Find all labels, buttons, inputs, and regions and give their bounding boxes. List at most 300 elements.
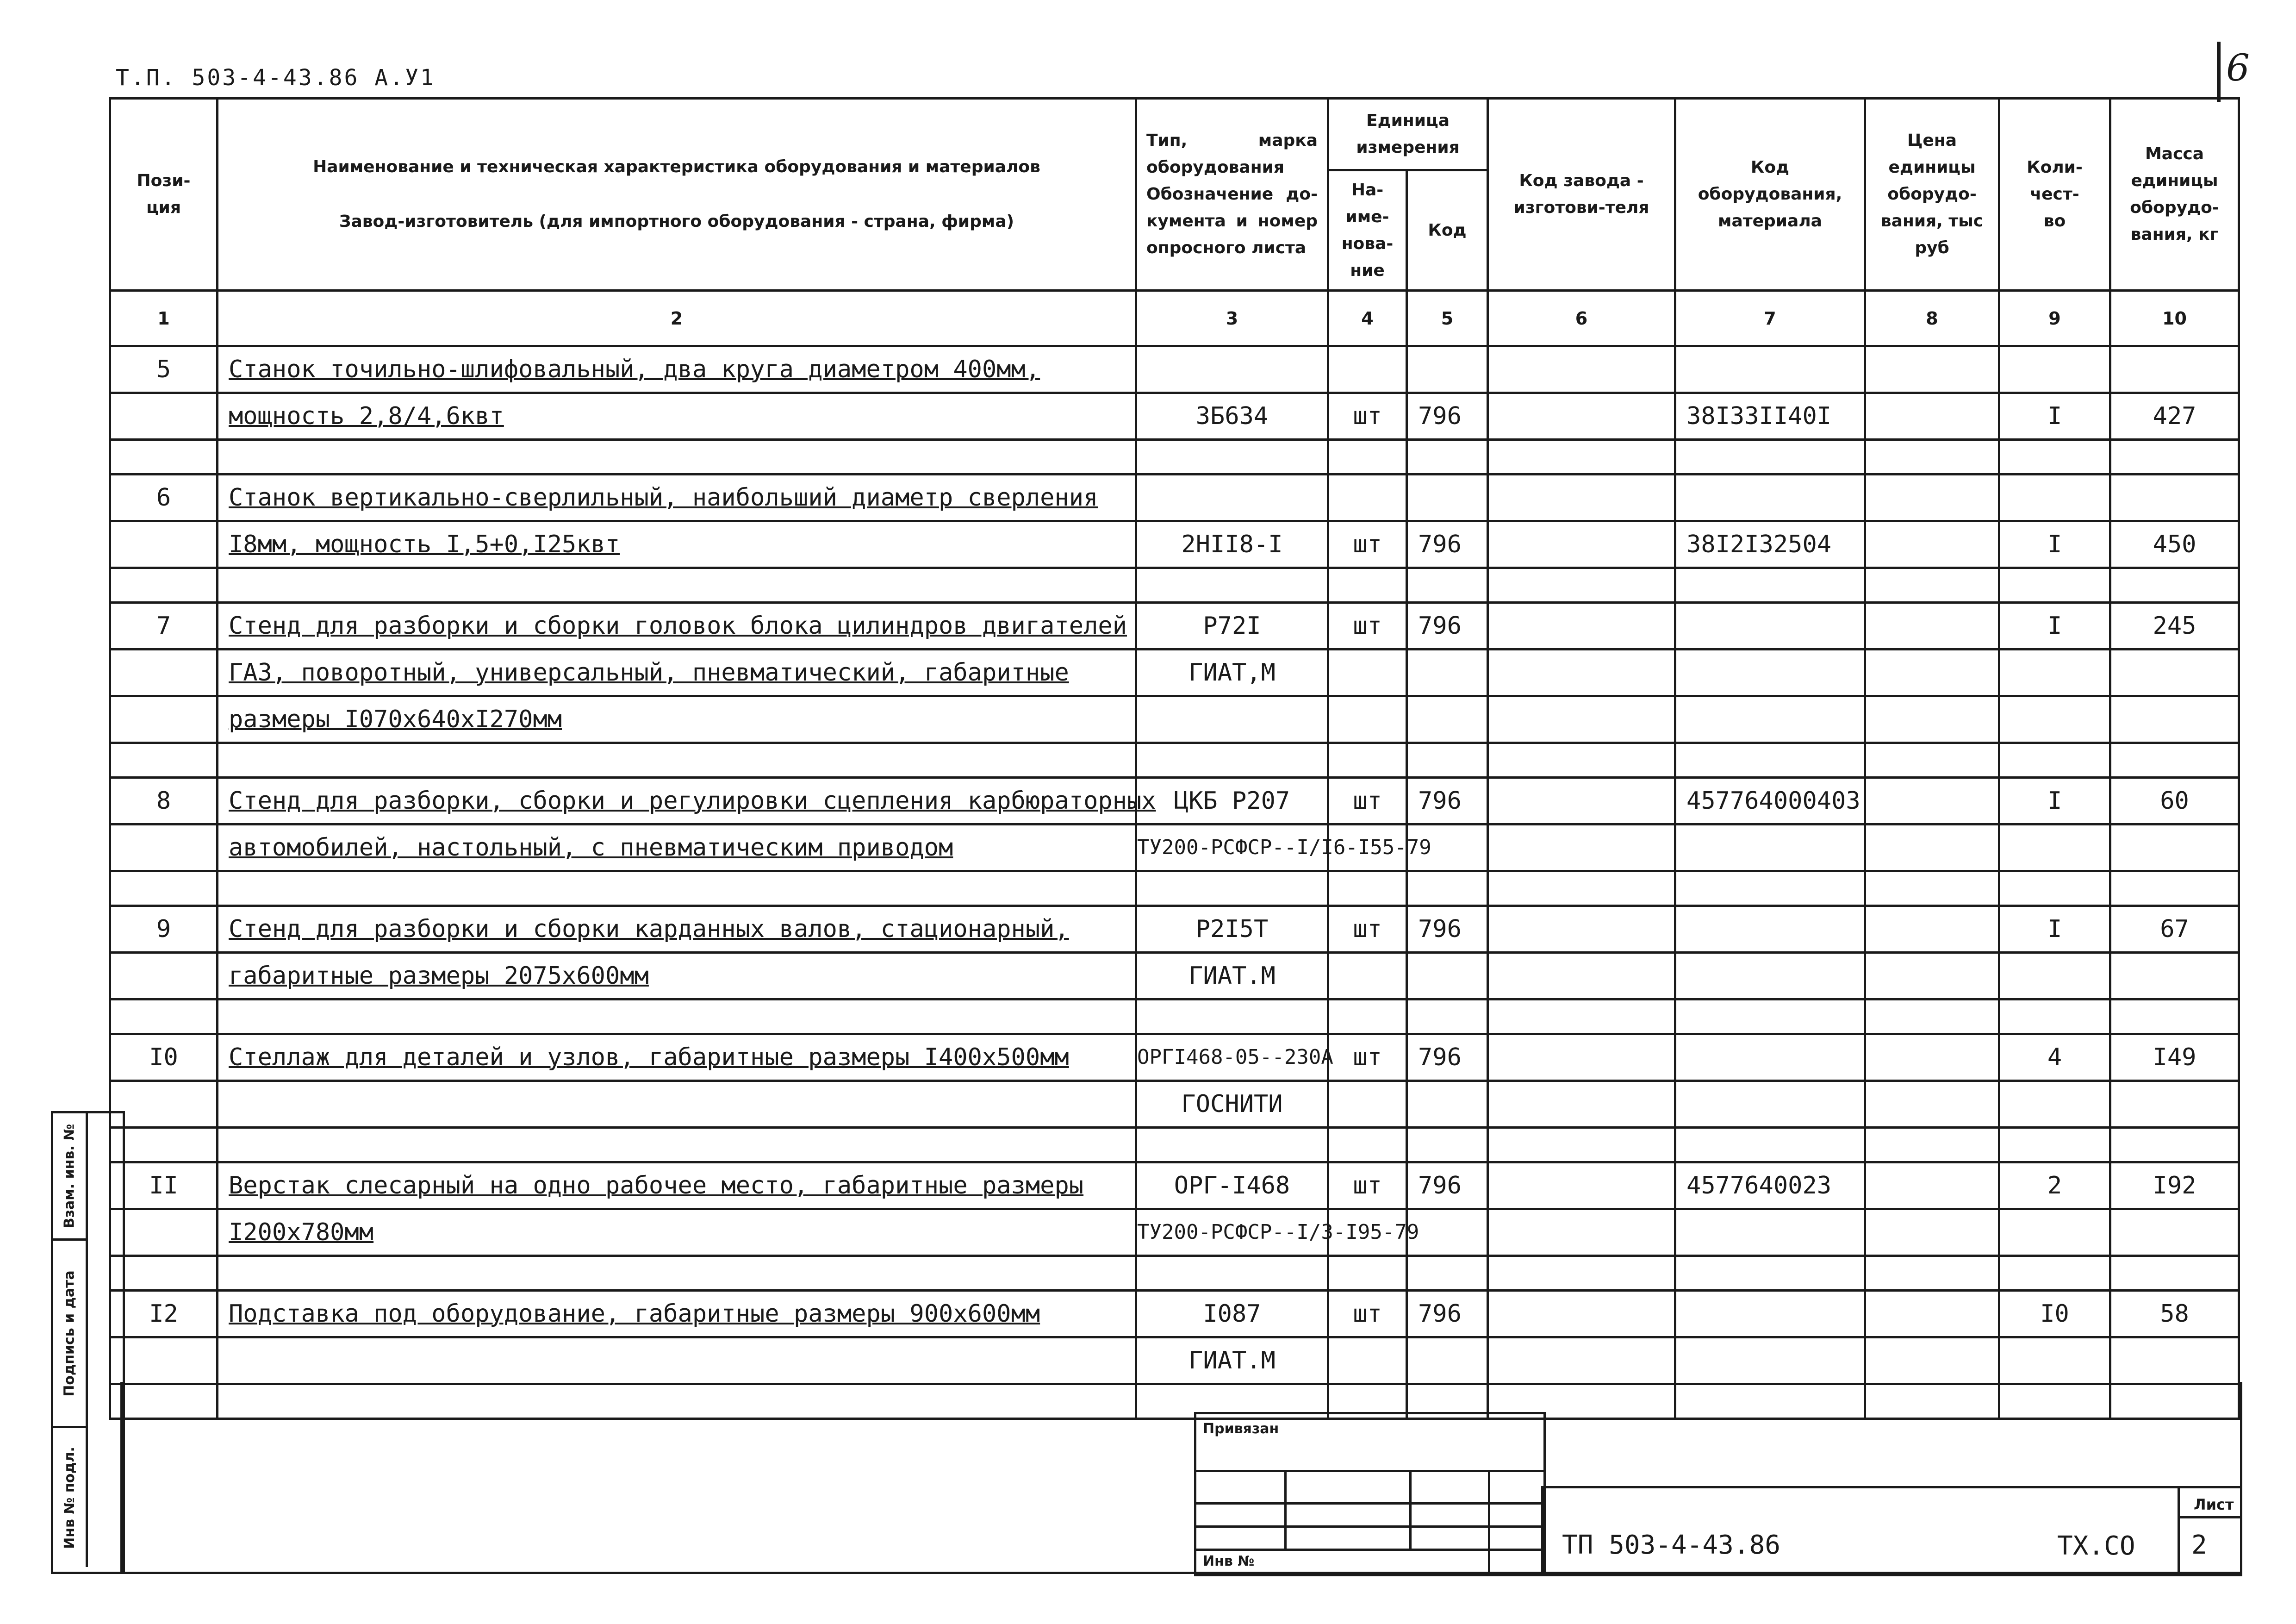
cell-price: [1865, 1291, 1999, 1337]
corner-divider: [2217, 42, 2221, 102]
cell-factory-code: [1488, 1081, 1675, 1128]
strip-cell-inventory: [53, 1428, 86, 1567]
header-name: Наименование и техническая характеристика оборудования и материалов Завод-изготовитель (для импортного оборудования - страна, фирма): [218, 99, 1136, 291]
spacer-cell: [1865, 871, 1999, 906]
cell-unit-code: [1407, 953, 1488, 999]
cell-price: [1865, 1034, 1999, 1081]
spacer-cell: [1407, 871, 1488, 906]
cell-mass: 245: [2110, 603, 2239, 650]
doc-code-top: Т.П. 503-4-43.86 А.У1: [116, 65, 436, 91]
spacer-cell: [1488, 1128, 1675, 1162]
cell-unit-code: [1407, 475, 1488, 521]
cell-mass: [2110, 1337, 2239, 1384]
cell-unit-code: [1407, 696, 1488, 743]
cell-equipment-code: 38I33II40I: [1675, 393, 1865, 440]
cell-position: [110, 1337, 218, 1384]
spacer-cell: [1328, 1256, 1407, 1291]
cell-name: Станок точильно-шлифовальный, два круга диаметром 400мм,: [218, 346, 1136, 393]
cell-factory-code: [1488, 824, 1675, 871]
header-unit-code: Код: [1407, 170, 1488, 291]
spacer-cell: [1407, 1128, 1488, 1162]
cell-type: ГИАТ.М: [1136, 953, 1328, 999]
cell-name: автомобилей, настольный, с пневматическим приводом: [218, 824, 1136, 871]
cell-mass: [2110, 1209, 2239, 1256]
spacer-cell: [2110, 999, 2239, 1034]
cell-price: [1865, 953, 1999, 999]
spacer-cell: [1407, 568, 1488, 603]
cell-position: [110, 521, 218, 568]
spacer-cell: [218, 568, 1136, 603]
title-block: [1541, 1486, 2242, 1576]
cell-factory-code: [1488, 696, 1675, 743]
cell-name: [218, 1337, 1136, 1384]
table-row: [110, 650, 2239, 696]
cell-unit-code: 796: [1407, 521, 1488, 568]
stamp-line: [1488, 1470, 1490, 1574]
cell-unit-name: шт: [1328, 1034, 1407, 1081]
spacer-cell: [1865, 1256, 1999, 1291]
col-number: 7: [1675, 291, 1865, 346]
cell-unit-code: [1407, 1081, 1488, 1128]
header-factory-code: Код завода - изготови-теля: [1488, 99, 1675, 291]
binding-strip: [51, 1111, 125, 1574]
cell-type: ГОСНИТИ: [1136, 1081, 1328, 1128]
table-row: [110, 393, 2239, 440]
stamp-line: [1196, 1549, 1543, 1551]
spacer-cell: [110, 1128, 218, 1162]
spacer-cell: [218, 743, 1136, 778]
cell-quantity: I: [1999, 521, 2110, 568]
cell-price: [1865, 393, 1999, 440]
cell-mass: I49: [2110, 1034, 2239, 1081]
cell-type: Р2I5Т: [1136, 906, 1328, 953]
spacer-cell: [110, 568, 218, 603]
cell-unit-code: 796: [1407, 906, 1488, 953]
cell-position: I2: [110, 1291, 218, 1337]
cell-quantity: I: [1999, 906, 2110, 953]
table-row: [110, 1209, 2239, 1256]
cell-position: [110, 393, 218, 440]
cell-quantity: 4: [1999, 1034, 2110, 1081]
spacer-cell: [218, 1256, 1136, 1291]
corner-mark: 6: [2226, 46, 2250, 89]
cell-name: габаритные размеры 2075x600мм: [218, 953, 1136, 999]
cell-price: [1865, 824, 1999, 871]
cell-position: 6: [110, 475, 218, 521]
cell-mass: 427: [2110, 393, 2239, 440]
cell-mass: [2110, 953, 2239, 999]
stamp-line: [1284, 1470, 1287, 1549]
cell-unit-code: 796: [1407, 393, 1488, 440]
cell-quantity: [1999, 475, 2110, 521]
cell-mass: 450: [2110, 521, 2239, 568]
spacer-cell: [1488, 440, 1675, 475]
cell-equipment-code: [1675, 1081, 1865, 1128]
cell-factory-code: [1488, 1291, 1675, 1337]
cell-unit-code: 796: [1407, 1291, 1488, 1337]
cell-quantity: [1999, 346, 2110, 393]
cell-price: [1865, 521, 1999, 568]
header-mass: Масса единицы оборудо-вания, кг: [2110, 99, 2239, 291]
header-unit: Единица измерения: [1328, 99, 1488, 170]
cell-unit-name: [1328, 1081, 1407, 1128]
cell-type: [1136, 475, 1328, 521]
cell-equipment-code: [1675, 1034, 1865, 1081]
cell-unit-name: [1328, 475, 1407, 521]
cell-factory-code: [1488, 475, 1675, 521]
col-number: 9: [1999, 291, 2110, 346]
cell-unit-code: 796: [1407, 603, 1488, 650]
cell-unit-name: [1328, 346, 1407, 393]
spacer-cell: [110, 440, 218, 475]
cell-price: [1865, 346, 1999, 393]
cell-position: [110, 953, 218, 999]
spacer-cell: [110, 871, 218, 906]
col-number: 8: [1865, 291, 1999, 346]
header-type: Тип, марка оборудования Обозначение до-кумента и номер опросного листа: [1136, 99, 1328, 291]
cell-quantity: I0: [1999, 1291, 2110, 1337]
cell-equipment-code: [1675, 1209, 1865, 1256]
spacer-cell: [1488, 1256, 1675, 1291]
cell-factory-code: [1488, 393, 1675, 440]
spacer-cell: [1999, 1128, 2110, 1162]
table-spacer-row: [110, 999, 2239, 1034]
table-spacer-row: [110, 743, 2239, 778]
cell-equipment-code: [1675, 906, 1865, 953]
spacer-cell: [1675, 999, 1865, 1034]
spacer-cell: [1136, 1256, 1328, 1291]
cell-price: [1865, 603, 1999, 650]
spacer-cell: [1675, 871, 1865, 906]
spacer-cell: [1328, 743, 1407, 778]
table-row: [110, 953, 2239, 999]
cell-unit-name: шт: [1328, 603, 1407, 650]
spacer-cell: [1136, 999, 1328, 1034]
spacer-cell: [1328, 440, 1407, 475]
cell-factory-code: [1488, 521, 1675, 568]
cell-factory-code: [1488, 1209, 1675, 1256]
cell-unit-name: [1328, 1337, 1407, 1384]
cell-price: [1865, 475, 1999, 521]
cell-unit-name: [1328, 696, 1407, 743]
table-row: [110, 475, 2239, 521]
spacer-cell: [1488, 999, 1675, 1034]
cell-unit-name: шт: [1328, 1162, 1407, 1209]
cell-equipment-code: 4577640023: [1675, 1162, 1865, 1209]
spacer-cell: [1675, 743, 1865, 778]
strip-cell-replaced: [53, 1113, 86, 1241]
cell-unit-name: шт: [1328, 778, 1407, 824]
stamp-line: [1409, 1470, 1412, 1549]
table-spacer-row: [110, 1128, 2239, 1162]
spacer-cell: [1865, 568, 1999, 603]
cell-price: [1865, 650, 1999, 696]
spacer-cell: [1865, 1128, 1999, 1162]
cell-type: ТУ200-РСФСР--I/3-I95-79: [1136, 1209, 1328, 1256]
cell-price: [1865, 1162, 1999, 1209]
cell-unit-name: шт: [1328, 393, 1407, 440]
cell-price: [1865, 778, 1999, 824]
cell-name: Стенд для разборки, сборки и регулировки сцепления карбюраторных: [218, 778, 1136, 824]
spacer-cell: [1999, 568, 2110, 603]
cell-mass: [2110, 824, 2239, 871]
table-row: [110, 1291, 2239, 1337]
cell-factory-code: [1488, 650, 1675, 696]
table-row: [110, 603, 2239, 650]
strip-label: Инв № подл.: [61, 1446, 78, 1549]
spacer-cell: [1407, 743, 1488, 778]
spacer-cell: [1675, 1128, 1865, 1162]
cell-quantity: [1999, 1081, 2110, 1128]
cell-position: 9: [110, 906, 218, 953]
title-mark: ТХ.СО: [2057, 1531, 2135, 1561]
spacer-cell: [110, 743, 218, 778]
cell-type: ОРГ-I468: [1136, 1162, 1328, 1209]
cell-factory-code: [1488, 1162, 1675, 1209]
spacer-cell: [1675, 440, 1865, 475]
title-divider: [2178, 1488, 2180, 1574]
cell-equipment-code: [1675, 953, 1865, 999]
header-price: Цена единицы оборудо-вания, тыс руб: [1865, 99, 1999, 291]
cell-price: [1865, 1081, 1999, 1128]
cell-name: Стеллаж для деталей и узлов, габаритные размеры I400x500мм: [218, 1034, 1136, 1081]
table-row: [110, 1162, 2239, 1209]
cell-mass: [2110, 475, 2239, 521]
table-row: [110, 1081, 2239, 1128]
cell-unit-name: [1328, 650, 1407, 696]
cell-unit-name: шт: [1328, 521, 1407, 568]
spacer-cell: [1488, 871, 1675, 906]
cell-factory-code: [1488, 906, 1675, 953]
col-number: 3: [1136, 291, 1328, 346]
cell-type: 3Б634: [1136, 393, 1328, 440]
cell-type: ГИАТ.М: [1136, 1337, 1328, 1384]
title-divider: [2178, 1516, 2240, 1518]
cell-unit-name: шт: [1328, 1291, 1407, 1337]
header-position: Пози- ция: [110, 99, 218, 291]
cell-position: II: [110, 1162, 218, 1209]
cell-name: I8мм, мощность I,5+0,I25квт: [218, 521, 1136, 568]
cell-position: I0: [110, 1034, 218, 1081]
cell-quantity: [1999, 696, 2110, 743]
cell-quantity: [1999, 953, 2110, 999]
cell-quantity: I: [1999, 393, 2110, 440]
spacer-cell: [1675, 1256, 1865, 1291]
spacer-cell: [1999, 440, 2110, 475]
cell-type: I087: [1136, 1291, 1328, 1337]
spacer-cell: [110, 1256, 218, 1291]
cell-name: [218, 1081, 1136, 1128]
table-row: [110, 346, 2239, 393]
cell-price: [1865, 696, 1999, 743]
cell-position: [110, 650, 218, 696]
spacer-cell: [1488, 568, 1675, 603]
spacer-cell: [1865, 440, 1999, 475]
cell-type: [1136, 696, 1328, 743]
specification-table: [109, 97, 2240, 1420]
cell-price: [1865, 1209, 1999, 1256]
cell-mass: [2110, 1081, 2239, 1128]
cell-factory-code: [1488, 778, 1675, 824]
cell-unit-code: 796: [1407, 1034, 1488, 1081]
cell-name: мощность 2,8/4,6квт: [218, 393, 1136, 440]
table-row: [110, 1034, 2239, 1081]
stamp-line: [1196, 1502, 1543, 1505]
stamp-label-top: Привязан: [1203, 1421, 1279, 1437]
spacer-cell: [218, 1128, 1136, 1162]
cell-position: [110, 696, 218, 743]
cell-equipment-code: [1675, 603, 1865, 650]
col-number: 6: [1488, 291, 1675, 346]
cell-mass: 67: [2110, 906, 2239, 953]
col-number: 1: [110, 291, 218, 346]
col-number: 4: [1328, 291, 1407, 346]
cell-mass: [2110, 346, 2239, 393]
table-row: [110, 906, 2239, 953]
cell-equipment-code: [1675, 696, 1865, 743]
cell-unit-code: [1407, 1337, 1488, 1384]
cell-quantity: [1999, 1337, 2110, 1384]
header-equipment-code: Код оборудования, материала: [1675, 99, 1865, 291]
cell-unit-code: 796: [1407, 778, 1488, 824]
cell-factory-code: [1488, 346, 1675, 393]
cell-quantity: [1999, 650, 2110, 696]
spacer-cell: [1675, 568, 1865, 603]
col-number: 5: [1407, 291, 1488, 346]
cell-equipment-code: 38I2I32504: [1675, 521, 1865, 568]
spacer-cell: [1999, 1256, 2110, 1291]
cell-mass: 58: [2110, 1291, 2239, 1337]
cell-unit-code: [1407, 346, 1488, 393]
cell-type: ОРГI468-05--230А: [1136, 1034, 1328, 1081]
spacer-cell: [2110, 743, 2239, 778]
spacer-cell: [2110, 440, 2239, 475]
cell-quantity: [1999, 1209, 2110, 1256]
header-quantity: Коли-чест-во: [1999, 99, 2110, 291]
cell-type: 2НII8-I: [1136, 521, 1328, 568]
cell-factory-code: [1488, 1337, 1675, 1384]
spacer-cell: [110, 999, 218, 1034]
cell-quantity: 2: [1999, 1162, 2110, 1209]
col-number: 10: [2110, 291, 2239, 346]
table-row: [110, 696, 2239, 743]
cell-equipment-code: [1675, 346, 1865, 393]
spacer-cell: [1865, 743, 1999, 778]
cell-name: I200x780мм: [218, 1209, 1136, 1256]
col-number: 2: [218, 291, 1136, 346]
cell-quantity: [1999, 824, 2110, 871]
table-spacer-row: [110, 1256, 2239, 1291]
strip-cell-signature: [53, 1241, 86, 1428]
cell-mass: 60: [2110, 778, 2239, 824]
spacer-cell: [1999, 999, 2110, 1034]
spacer-cell: [1328, 871, 1407, 906]
cell-name: Стенд для разборки и сборки головок блока цилиндров двигателей: [218, 603, 1136, 650]
cell-unit-code: 796: [1407, 1162, 1488, 1209]
spacer-cell: [1136, 440, 1328, 475]
cell-mass: I92: [2110, 1162, 2239, 1209]
title-doc-code: ТП 503-4-43.86: [1562, 1530, 1781, 1560]
cell-position: 7: [110, 603, 218, 650]
spacer-cell: [1328, 999, 1407, 1034]
cell-name: Подставка под оборудование, габаритные размеры 900x600мм: [218, 1291, 1136, 1337]
cell-name: размеры I070x640xI270мм: [218, 696, 1136, 743]
cell-equipment-code: [1675, 475, 1865, 521]
cell-position: 8: [110, 778, 218, 824]
cell-type: ТУ200-РСФСР--I/I6-I55-79: [1136, 824, 1328, 871]
cell-equipment-code: 457764000403: [1675, 778, 1865, 824]
stamp-line: [1196, 1470, 1543, 1472]
spacer-cell: [1407, 1256, 1488, 1291]
strip-label: Подпись и дата: [61, 1270, 78, 1397]
stamp-line: [1196, 1525, 1543, 1528]
cell-mass: [2110, 650, 2239, 696]
cell-equipment-code: [1675, 824, 1865, 871]
cell-position: [110, 1081, 218, 1128]
spacer-cell: [218, 999, 1136, 1034]
binding-stamp: [1194, 1412, 1546, 1576]
spacer-cell: [1136, 1128, 1328, 1162]
table-row: [110, 521, 2239, 568]
cell-position: 5: [110, 346, 218, 393]
cell-price: [1865, 1337, 1999, 1384]
cell-equipment-code: [1675, 1337, 1865, 1384]
table-row: [110, 1337, 2239, 1384]
spacer-cell: [1999, 871, 2110, 906]
strip-divider: [86, 1113, 88, 1567]
cell-unit-name: шт: [1328, 906, 1407, 953]
cell-equipment-code: [1675, 650, 1865, 696]
spacer-cell: [218, 871, 1136, 906]
table-spacer-row: [110, 568, 2239, 603]
spacer-cell: [218, 440, 1136, 475]
cell-type: ГИАТ,М: [1136, 650, 1328, 696]
spacer-cell: [2110, 871, 2239, 906]
spacer-cell: [1328, 568, 1407, 603]
spacer-cell: [2110, 568, 2239, 603]
spacer-cell: [2110, 1256, 2239, 1291]
cell-factory-code: [1488, 1034, 1675, 1081]
cell-unit-code: [1407, 650, 1488, 696]
cell-type: ЦКБ Р207: [1136, 778, 1328, 824]
cell-equipment-code: [1675, 1291, 1865, 1337]
spacer-cell: [1865, 999, 1999, 1034]
table-row: [110, 778, 2239, 824]
stamp-label-bottom: Инв №: [1203, 1553, 1255, 1569]
spacer-cell: [1488, 743, 1675, 778]
cell-unit-name: [1328, 953, 1407, 999]
cell-name: Стенд для разборки и сборки карданных валов, стационарный,: [218, 906, 1136, 953]
cell-factory-code: [1488, 953, 1675, 999]
cell-mass: [2110, 696, 2239, 743]
cell-quantity: I: [1999, 603, 2110, 650]
table-spacer-row: [110, 440, 2239, 475]
cell-name: Станок вертикально-сверлильный, наибольший диаметр сверления: [218, 475, 1136, 521]
cell-quantity: I: [1999, 778, 2110, 824]
spacer-cell: [1136, 871, 1328, 906]
spacer-cell: [1407, 999, 1488, 1034]
cell-type: [1136, 346, 1328, 393]
cell-position: [110, 824, 218, 871]
cell-position: [110, 1209, 218, 1256]
table-spacer-row: [110, 871, 2239, 906]
spacer-cell: [2110, 1128, 2239, 1162]
cell-factory-code: [1488, 603, 1675, 650]
sheet-number: 2: [2191, 1530, 2207, 1560]
header-unit-name: На-име-нова-ние: [1328, 170, 1407, 291]
cell-price: [1865, 906, 1999, 953]
spacer-cell: [1136, 568, 1328, 603]
